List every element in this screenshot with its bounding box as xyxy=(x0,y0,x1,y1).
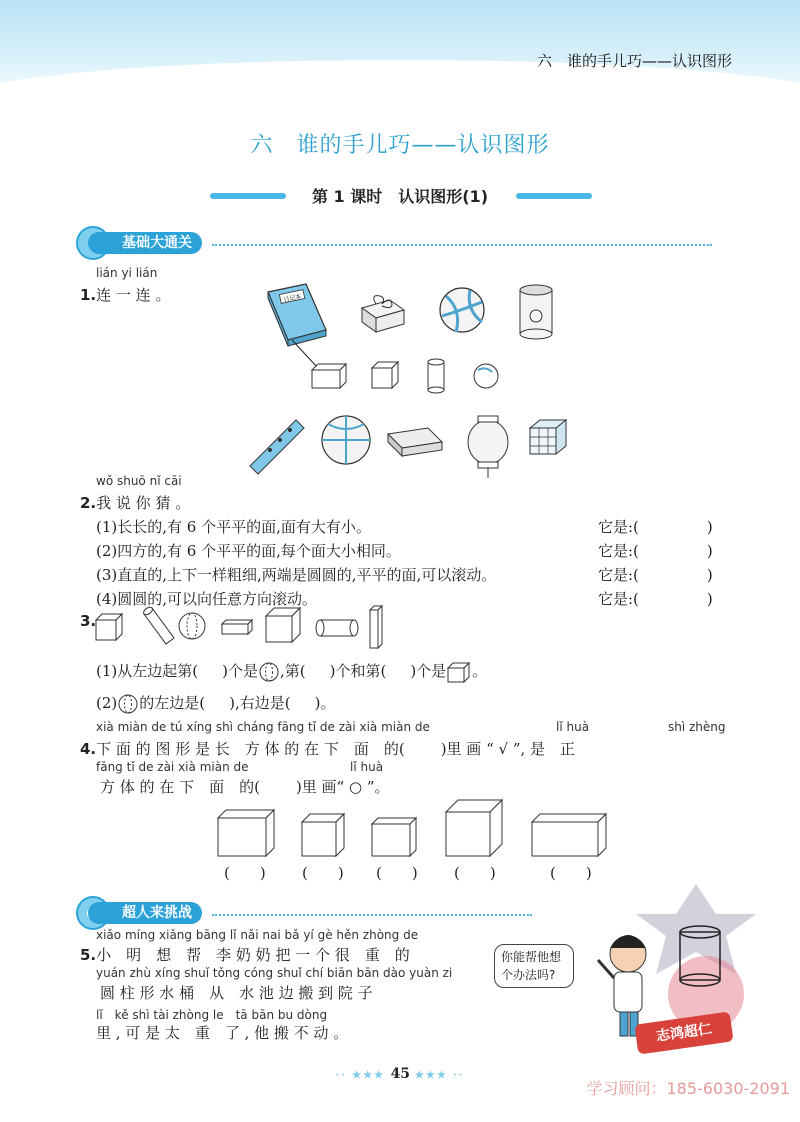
q2-answer-1[interactable] xyxy=(598,516,713,537)
q3-l1-a: (1)从左边起第( xyxy=(96,662,199,680)
q3-l2-b: 的左边是( xyxy=(139,694,206,712)
watermark: 学习顾问：185-6030-2091 xyxy=(586,1079,790,1098)
answer-label: 它是:( xyxy=(598,590,639,608)
section-dotline-2 xyxy=(212,914,532,916)
q3-cylinder-horizontal xyxy=(316,620,358,636)
q4-l1b: )里 画 “ √ ”, 是 正 xyxy=(440,740,576,758)
q4-pinyin-2b: lǐ huà xyxy=(350,760,384,774)
running-head: 六 谁的手儿巧——认识图形 xyxy=(536,52,732,70)
q4-pinyin-1: xià miàn de tú xíng shì cháng fāng tǐ de zài xià miàn de xyxy=(96,720,430,734)
q4-answer-1[interactable]: ( ) xyxy=(224,864,266,882)
q4-answer-3[interactable]: ( ) xyxy=(376,864,418,882)
q5-l1: 小 明 想 帮 李 奶 奶 把 一 个 很 重 的 xyxy=(96,946,410,964)
q3-l2-a: (2) xyxy=(96,694,118,712)
q5-pinyin-3: lǐ kě shì tài zhòng le tā bān bu dòng xyxy=(96,1008,328,1022)
pencil-box-image[interactable] xyxy=(388,428,442,456)
beach-ball-image[interactable] xyxy=(322,416,370,464)
q4-cuboid-3 xyxy=(532,814,606,856)
q2-item-1: (1)长长的,有 6 个平平的面,面有大有小。 xyxy=(96,518,371,536)
chapter-title: 六 谁的手儿巧——认识图形 xyxy=(250,133,550,158)
sphere-icon xyxy=(258,662,280,682)
q2-item-3: (3)直直的,上下一样粗细,两端是圆圆的,平平的面,可以滚动。 xyxy=(96,566,497,584)
q1-pinyin: lián yi lián xyxy=(96,266,158,280)
q4-answer-5[interactable]: ( ) xyxy=(550,864,592,882)
rubik-cube-image[interactable] xyxy=(530,420,566,454)
q5-line-3: 里 , 可 是 太 重 了 , 他 搬 不 动 。 xyxy=(96,1024,349,1042)
q2-prompt: 我 说 你 猜 。 xyxy=(96,494,191,512)
footer-stars-left: ·· ★★★ xyxy=(335,1070,391,1081)
sphere-shape[interactable] xyxy=(474,364,498,388)
q4-number: 4. xyxy=(80,740,97,758)
q3-l1-c: ,第( xyxy=(279,662,306,680)
q2-answer-3[interactable] xyxy=(598,564,713,585)
title-bar-right xyxy=(516,193,592,199)
sphere-icon xyxy=(117,694,139,714)
tea-can-image[interactable] xyxy=(520,285,552,339)
q2-pinyin: wǒ shuō nǐ cāi xyxy=(96,474,182,488)
q4-cube-2 xyxy=(446,800,502,856)
q2-answer-4[interactable] xyxy=(598,588,713,609)
q3-shapes-row xyxy=(92,604,392,652)
q4-cube-1 xyxy=(302,814,344,856)
q4-pinyin-1c: shì zhèng xyxy=(668,720,726,734)
q2-item-4: (4)圆圆的,可以向任意方向滚动。 xyxy=(96,590,318,608)
q2-answer-2[interactable] xyxy=(598,540,713,561)
q3-line-1 xyxy=(96,660,487,683)
q3-line-2 xyxy=(96,692,335,714)
lesson-title: 第 1 课时 认识图形(1) xyxy=(311,187,489,206)
cuboid-shape[interactable] xyxy=(312,364,346,388)
cube-icon xyxy=(446,661,472,683)
answer-label: 它是:( xyxy=(598,518,639,536)
page-number: 45 xyxy=(390,1066,411,1082)
cylinder-shape[interactable] xyxy=(428,359,444,393)
q3-sphere xyxy=(179,613,205,639)
q4-cuboid-2 xyxy=(372,818,416,856)
q4-line-1 xyxy=(80,738,575,759)
q3-l1-f: 。 xyxy=(472,662,488,680)
q3-cube-2 xyxy=(266,608,300,642)
answer-close: ) xyxy=(706,518,713,536)
q1-number: 1. xyxy=(80,286,97,304)
footer-stars-right: ★★★ ·· xyxy=(414,1070,465,1081)
q3-cuboid-flat xyxy=(222,620,252,634)
q4-cuboid-1 xyxy=(218,810,274,856)
q4-l1: 下 面 的 图 形 是 长 方 体 的 在 下 面 的( xyxy=(96,740,405,758)
ball-image[interactable] xyxy=(440,288,484,332)
q5-pinyin-2: yuán zhù xíng shuǐ tǒng cóng shuǐ chí biān bān dào yuàn zi xyxy=(96,966,453,980)
q3-l1-d: )个和第( xyxy=(329,662,387,680)
section-basic: 基础大通关 xyxy=(88,232,202,254)
answer-close: ) xyxy=(706,542,713,560)
q4-answer-2[interactable]: ( ) xyxy=(302,864,344,882)
match-line xyxy=(292,340,318,368)
q4-answer-4[interactable]: ( ) xyxy=(454,864,496,882)
q3-l1-e: )个是 xyxy=(410,662,447,680)
q1-matching-figure xyxy=(0,270,800,480)
answer-close: ) xyxy=(706,566,713,584)
q3-l2-d: )。 xyxy=(314,694,336,712)
lantern-image[interactable] xyxy=(468,416,508,478)
q5-number: 5. xyxy=(80,946,97,964)
cube-shape[interactable] xyxy=(372,362,398,388)
q4-line-2 xyxy=(100,776,390,797)
q3-cylinder-tilted xyxy=(142,606,174,644)
q2-number: 2. xyxy=(80,494,97,512)
brand-stamp: 志鸿超仁 xyxy=(634,1011,733,1054)
q5-line-1 xyxy=(80,944,410,965)
q4-pinyin-2: fāng tǐ de zài xià miàn de xyxy=(96,760,249,774)
section-challenge: 超人来挑战 xyxy=(88,902,202,924)
speech-bubble: 你能帮他想个办法吗? xyxy=(494,944,574,988)
q3-cuboid-tall xyxy=(370,606,382,648)
q3-num: 3. xyxy=(80,612,97,630)
q3-cube-1 xyxy=(96,614,122,640)
section-dotline xyxy=(212,244,712,246)
diary-label: 日记本 xyxy=(282,293,303,304)
answer-label: 它是:( xyxy=(598,542,639,560)
q5-pinyin-1: xiǎo míng xiǎng bāng lǐ nǎi nai bǎ yí gè hěn zhòng de xyxy=(96,928,419,942)
flute-image[interactable] xyxy=(250,420,304,474)
q4-shapes-row xyxy=(210,796,610,866)
answer-label: 它是:( xyxy=(598,566,639,584)
q2-text xyxy=(80,492,190,513)
q2-item-2: (2)四方的,有 6 个平平的面,每个面大小相同。 xyxy=(96,542,401,560)
q1-prompt: 连 一 连 。 xyxy=(96,286,171,304)
q3-l2-c: ),右边是( xyxy=(229,694,291,712)
diary-book-image[interactable] xyxy=(268,284,326,346)
q4-l2b: )里 画“ ○ ”。 xyxy=(295,778,390,796)
q3-l1-b: )个是 xyxy=(222,662,258,680)
answer-close: ) xyxy=(706,590,713,608)
q4-l2: 方 体 的 在 下 面 的( xyxy=(100,778,260,796)
q4-pinyin-1b: lǐ huà xyxy=(556,720,590,734)
q5-line-2: 圆 柱 形 水 桶 从 水 池 边 搬 到 院 子 xyxy=(100,984,373,1002)
gift-box-image[interactable] xyxy=(362,296,404,332)
